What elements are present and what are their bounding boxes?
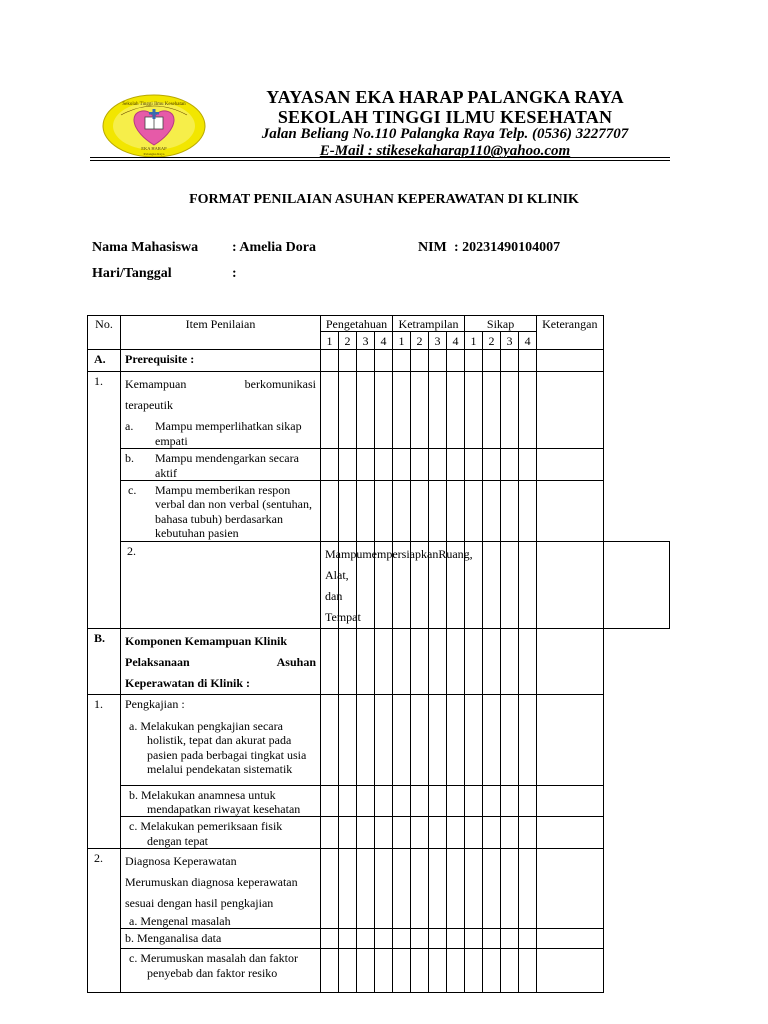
item-text: Mampu [325, 546, 363, 561]
table-row [88, 849, 670, 929]
name-label: Nama Mahasiswa [92, 240, 199, 255]
item-assessment [121, 694, 321, 785]
table-row [88, 449, 670, 481]
item-diagnosis [121, 849, 321, 929]
item-text: mempersiapkan [362, 546, 439, 561]
item-text: c. Melakukan pemeriksaan fisik dengan tepat [129, 819, 283, 848]
item-text: Ruang, [438, 546, 473, 561]
col-header-item: Item Penilaian [121, 316, 321, 350]
score-knowledge-4: 4 [375, 332, 393, 350]
row-number: 1. [88, 694, 121, 849]
school-logo [101, 93, 207, 159]
item-text: Pelaksanaan [125, 654, 190, 669]
item-text: Alat, dan Tempat [325, 567, 361, 624]
score-knowledge-1: 1 [321, 332, 339, 350]
item-text: Merumuskan diagnosa keperawatan [125, 875, 298, 890]
col-header-knowledge: Pengetahuan [321, 316, 393, 332]
nim-value: : 20231490104007 [454, 240, 561, 255]
col-header-no: No. [88, 316, 121, 350]
nim-label: NIM [418, 240, 447, 255]
item-text: b. Melakukan anamnesa untuk mendapatkan riwayat kesehatan [129, 787, 301, 816]
item-text: Kemampuan [125, 377, 187, 392]
school-address: Jalan Beliang No.110 Palangka Raya Telp. (0536) 3227707 [261, 126, 629, 142]
score-skill-3: 3 [429, 332, 447, 350]
table-row [88, 785, 670, 817]
school-name: SEKOLAH TINGGI ILMU KESEHATAN [277, 107, 613, 127]
svg-text:Sekolah Tinggi Ilmu Kesehatan: Sekolah Tinggi Ilmu Kesehatan [122, 102, 186, 107]
item-communication [121, 372, 321, 449]
section-a-title: Prerequisite : [121, 350, 321, 372]
table-row [88, 817, 670, 849]
section-b-row [88, 628, 670, 694]
name-value: : Amelia Dora [232, 240, 316, 255]
item-text: b. Menganalisa data [125, 931, 222, 946]
score-attitude-3: 3 [501, 332, 519, 350]
score-knowledge-3: 3 [357, 332, 375, 350]
document-title: FORMAT PENILAIAN ASUHAN KEPERAWATAN DI KLINIK [189, 192, 579, 207]
assessment-table [87, 315, 670, 993]
foundation-name: YAYASAN EKA HARAP PALANGKA RAYA [266, 87, 624, 107]
svg-text:Palangka Raya: Palangka Raya [143, 152, 165, 156]
item-formulate [121, 949, 321, 993]
item-text: c. Merumuskan masalah dan faktor penyebab dan faktor resiko [129, 951, 298, 980]
col-header-skill: Ketrampilan [393, 316, 465, 332]
date-value: : [232, 266, 237, 281]
item-analyze [121, 929, 321, 949]
table-row [88, 541, 670, 628]
section-b-title [121, 628, 321, 694]
table-row [88, 372, 670, 449]
item-text: a. Melakukan pengkajian secara holistik, tepat dan akurat pada pasien pada berbagai tingkat usia melalui pendekatan sistematik [129, 718, 307, 777]
item-text: Asuhan [276, 654, 316, 669]
item-text: terapeutik [125, 398, 173, 413]
table-row [88, 694, 670, 785]
item-text: berkomunikasi [244, 377, 316, 392]
svg-text:EKA HARAP: EKA HARAP [141, 146, 167, 151]
item-text: a. Mengenal masalah [129, 914, 231, 929]
section-a-row [88, 350, 670, 372]
table-row [88, 949, 670, 993]
item-text: Komponen Kemampuan Klinik [125, 633, 288, 648]
score-skill-1: 1 [393, 332, 411, 350]
item-letter: c. [128, 482, 137, 497]
school-email: E-Mail : stikesekaharap110@yahoo.com [319, 143, 571, 159]
score-attitude-1: 1 [465, 332, 483, 350]
item-text: Keperawatan di Klinik : [125, 675, 251, 690]
item-text: Mampu mendengarkan secara aktif [155, 451, 299, 480]
table-header-row [88, 316, 670, 332]
item-prepare [321, 541, 473, 628]
header-rule-bottom [90, 160, 670, 161]
score-skill-2: 2 [411, 332, 429, 350]
col-header-attitude: Sikap [465, 316, 537, 332]
header-rule-top [90, 157, 670, 158]
date-label: Hari/Tanggal [92, 266, 172, 281]
table-row [88, 929, 670, 949]
row-number: 2. [121, 541, 321, 628]
score-skill-4: 4 [447, 332, 465, 350]
score-attitude-2: 2 [483, 332, 501, 350]
section-b-no: B. [88, 628, 121, 694]
item-letter: a. [125, 419, 134, 434]
row-number: 1. [88, 372, 121, 628]
section-a-no: A. [88, 350, 121, 372]
col-header-notes: Keterangan [537, 316, 603, 350]
row-number: 2. [88, 849, 121, 993]
item-text: Pengkajian : [125, 696, 185, 711]
item-respond [121, 480, 321, 541]
item-text: Diagnosa Keperawatan [125, 854, 237, 869]
item-letter: b. [125, 451, 134, 466]
item-text: Mampu memberikan respon verbal dan non verbal (sentuhan, bahasa tubuh) berdasarkan kebutuhan pasien [155, 482, 312, 541]
item-listen [121, 449, 321, 481]
table-row [88, 480, 670, 541]
score-knowledge-2: 2 [339, 332, 357, 350]
item-text: sesuai dengan hasil pengkajian [125, 896, 274, 911]
item-physical-exam [121, 817, 321, 849]
item-anamnesis [121, 785, 321, 817]
score-attitude-4: 4 [519, 332, 537, 350]
item-text: Mampu memperlihatkan sikap empati [155, 419, 302, 448]
